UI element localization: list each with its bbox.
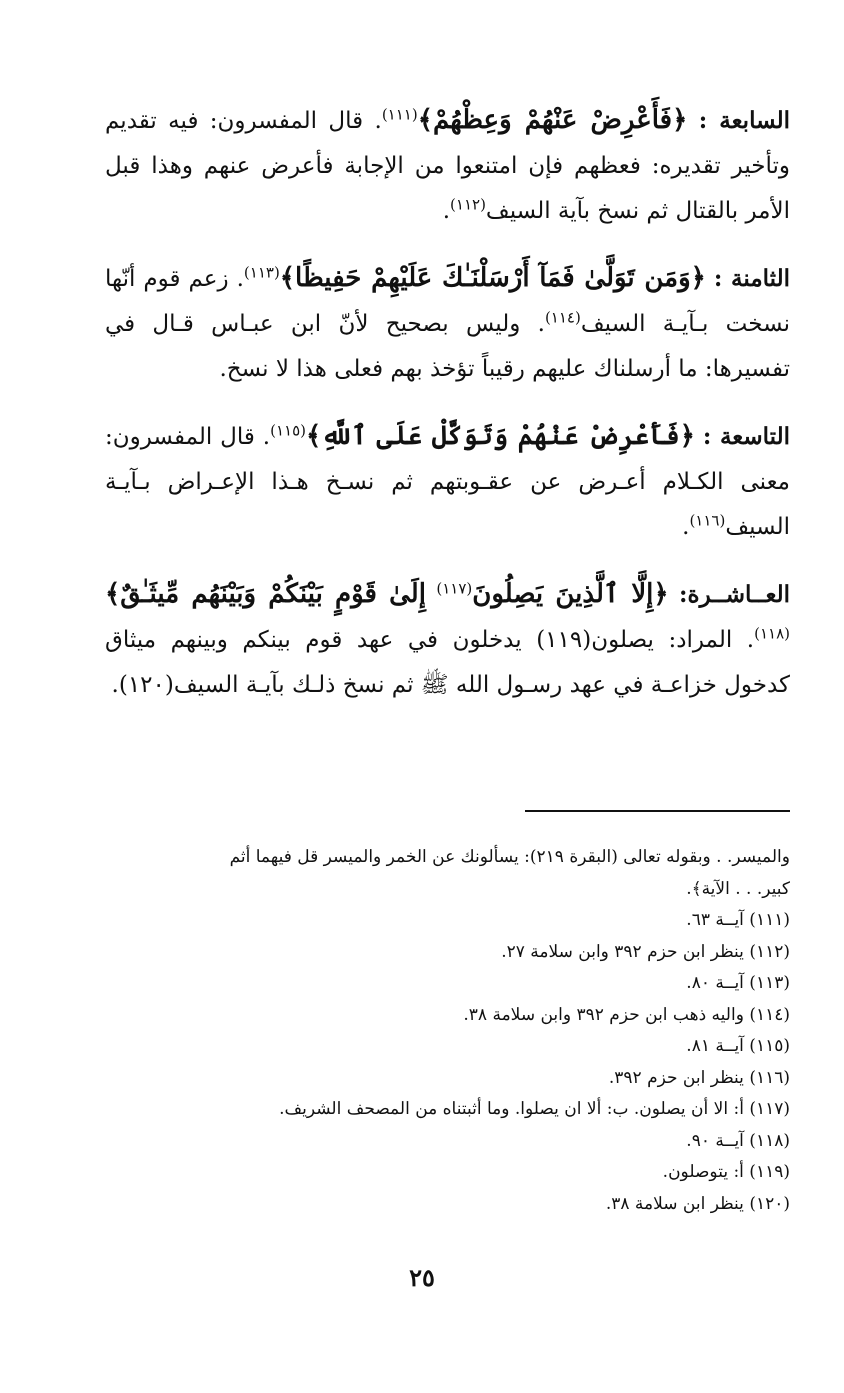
- footnote-line: (١١٦) ينظر ابن حزم ٣٩٢.: [608, 1067, 790, 1088]
- paragraph-text: . قال المفسرون: فيه تقديم وتأخير تقديره: فعظهم فإن امتنعوا من الإجابة فأعرض عنهم وهذا قبل الأمر بالقتال ثم نسخ بآية السيف: [105, 108, 790, 224]
- paragraph-tail: . وليس بصحيح لأنّ ابن عبـاس قـال في تفسيرها: ما أرسلناك عليهم رقيباً تؤخذ بهم فعلى هذا لا نسخ.: [105, 311, 790, 382]
- footnote-line: كبير. . . الآية﴾.: [686, 878, 790, 899]
- footnote-ref: (١١٤): [544, 308, 581, 327]
- paragraph-tail: .: [442, 198, 451, 224]
- main-text: [105, 98, 790, 730]
- paragraph-ninth: [105, 414, 790, 550]
- footnote-line: (١١٨) آيــة ٩٠.: [686, 1130, 790, 1151]
- paragraph-text: . زعم قوم أنّها نسخت بـآيـة السيف: [105, 266, 790, 337]
- footnote-line: (١١٧) أ: الا أن يصلون. ب: ألا ان يصلوا. وما أثبتناه من المصحف الشريف.: [279, 1099, 790, 1119]
- footnote-ref: (١١٣): [243, 263, 280, 282]
- quran-verse: ﴿إِلَّا ٱلَّذِينَ يَصِلُونَ: [472, 579, 669, 609]
- footnote-ref: (١١٥): [270, 421, 306, 440]
- footnote-line: (١٢٠) ينظر ابن سلامة ٣٨.: [605, 1193, 790, 1214]
- footnote-ref: (١١٦): [689, 511, 726, 530]
- footnote-line: (١١٢) ينظر ابن حزم ٣٩٢ وابن سلامة ٢٧.: [501, 941, 790, 962]
- paragraph-eighth: [105, 256, 790, 392]
- footnote-line: (١١٤) واليه ذهب ابن حزم ٣٩٢ وابن سلامة ٣٨.: [463, 1004, 790, 1025]
- footnote-ref: (١١١): [381, 105, 418, 124]
- footnote-line: (١١٥) آيــة ٨١.: [686, 1036, 790, 1056]
- paragraph-seventh: [105, 98, 790, 234]
- footnotes: [100, 842, 790, 1220]
- footnote-line: والميسر. . وبقوله تعالى (البقرة ٢١٩): يسألونك عن الخمر والميسر قل فيهما أثم: [229, 847, 790, 867]
- paragraph-label: التاسعة :: [702, 423, 790, 450]
- footnote-ref: (١١٢): [450, 195, 486, 214]
- footnote-divider: [525, 810, 790, 812]
- paragraph-label: الثامنة :: [713, 265, 790, 292]
- footnote-line: (١١٣) آيــة ٨٠.: [686, 973, 790, 993]
- paragraph-tenth: [105, 572, 790, 708]
- quran-verse-continued: إِلَىٰ قَوْمٍ بَيْنَكُمْ وَبَيْنَهُم مِّيثَـٰقٌ﴾: [105, 579, 426, 609]
- paragraph-tail: .: [682, 514, 690, 540]
- paragraph-text: . قال المفسرون: معنى الكـلام أعـرض عن عقـوبتهم ثم نسـخ هـذا الإعـراض بـآيـة السيف: [105, 424, 790, 540]
- paragraph-label: العــاشــرة:: [679, 581, 790, 608]
- footnote-ref: (١١٨): [754, 624, 790, 643]
- paragraph-tail: . المراد: يصلون(١١٩) يدخلون في عهد قوم بينكم وبينهم ميثاق كدخول خزاعـة في عهد رسـول الله ﷺ ثم نسخ ذلـك بآيـة السيف(١٢٠).: [105, 627, 790, 698]
- paragraph-label: السابعة :: [698, 107, 790, 134]
- quran-verse: ﴿فَأَعْرِضْ عَنْهُمْ وَتَوَكَّلْ عَلَى ٱللَّهِ﴾: [306, 421, 695, 451]
- footnote-line: (١١١) آيــة ٦٣.: [686, 910, 790, 930]
- quran-verse: ﴿وَمَن تَوَلَّىٰ فَمَآ أَرْسَلْنَـٰكَ عَلَيْهِمْ حَفِيظًا﴾: [279, 263, 706, 293]
- footnote-line: (١١٩) أ: يتوصلون.: [662, 1162, 790, 1182]
- quran-verse: ﴿فَأَعْرِضْ عَنْهُمْ وَعِظْهُمْ﴾: [417, 105, 688, 135]
- page-number: ٢٥: [409, 1263, 435, 1292]
- footnote-ref: (١١٧): [436, 579, 473, 598]
